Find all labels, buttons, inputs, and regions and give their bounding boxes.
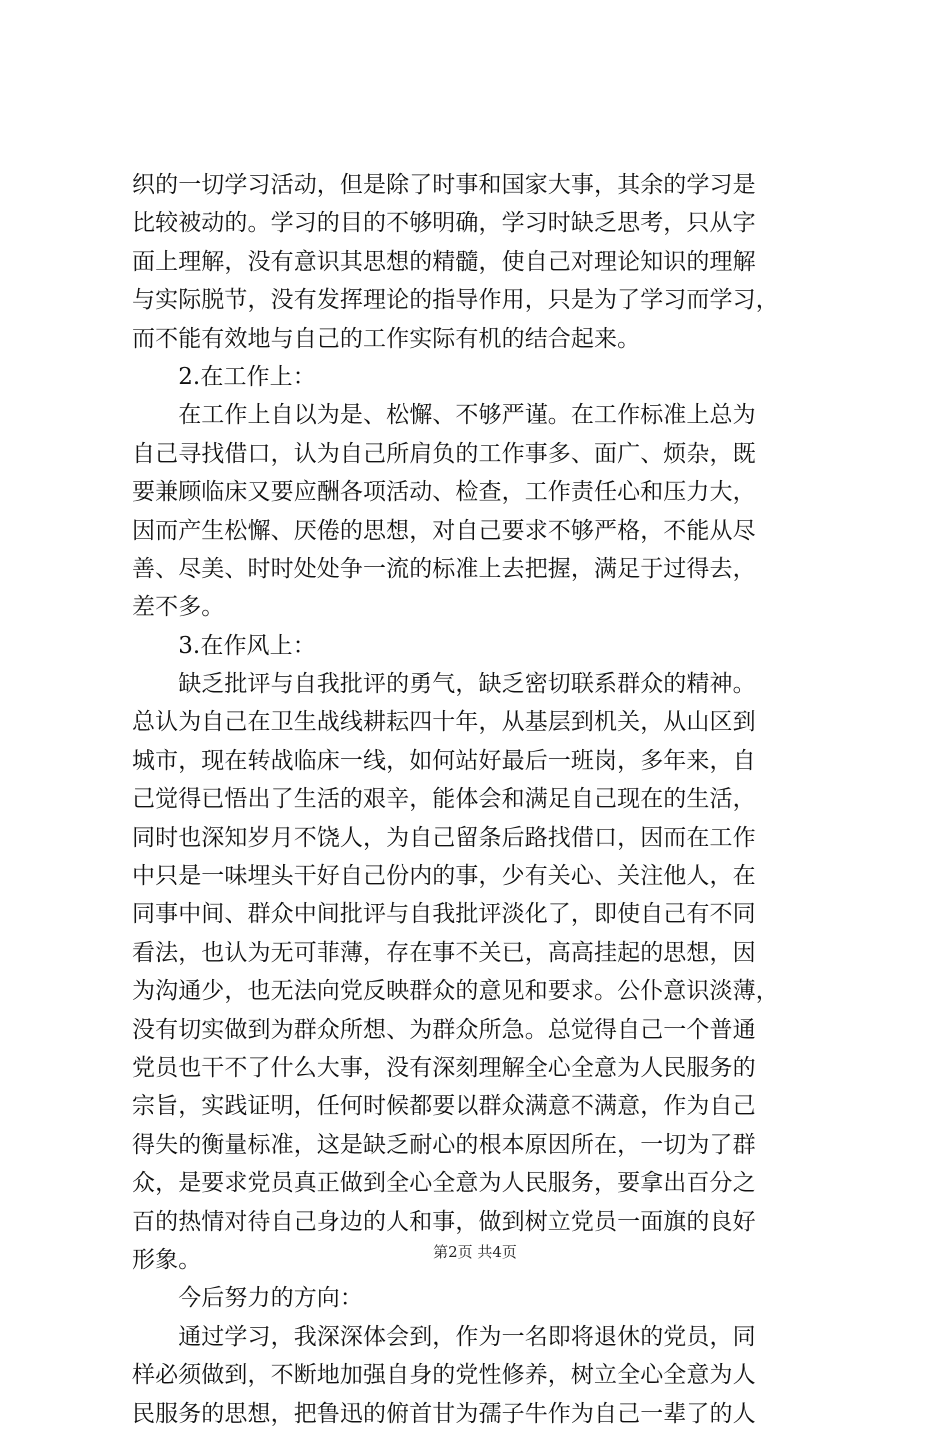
body-text-line: 而不能有效地与自己的工作实际有机的结合起来。 [132,325,641,352]
body-text-line: 民服务的思想，把鲁迅的俯首甘为孺子牛作为自己一辈了的人 [132,1400,756,1427]
body-text-line: 己觉得已悟出了生活的艰辛，能体会和满足自己现在的生活， [132,786,756,813]
page-footer: 第2页 共4页 [433,1243,517,1261]
body-text-line: 城市，现在转战临床一线，如何站好最后一班岗，多年来，自 [132,747,756,774]
body-text-line: 百的热情对待自己身边的人和事，做到树立党员一面旗的良好 [132,1208,756,1235]
body-text-line: 在工作上自以为是、松懈、不够严谨。在工作标准上总为 [132,402,756,429]
body-text-line: 没有切实做到为群众所想、为群众所急。总觉得自己一个普通 [132,1016,756,1043]
body-text-line: 面上理解，没有意识其思想的精髓，使自己对理论知识的理解 [132,248,756,275]
body-text-line: 比较被动的。学习的目的不够明确，学习时缺乏思考，只从字 [132,210,756,237]
body-text-line: 2.在工作上： [132,363,316,390]
body-text-line: 与实际脱节，没有发挥理论的指导作用，只是为了学习而学习， [132,287,779,314]
body-text-line: 自己寻找借口，认为自己所肩负的工作事多、面广、烦杂，既 [132,440,756,467]
body-text-line: 同事中间、群众中间批评与自我批评淡化了，即使自己有不同 [132,901,756,928]
body-text-line: 同时也深知岁月不饶人，为自己留条后路找借口，因而在工作 [132,824,756,851]
body-text-line: 看法，也认为无可菲薄，存在事不关已，高高挂起的思想，因 [132,939,756,966]
body-text-line: 宗旨，实践证明，任何时候都要以群众满意不满意，作为自己 [132,1093,756,1120]
body-text-line: 善、尽美、时时处处争一流的标准上去把握，满足于过得去， [132,555,756,582]
body-text-line: 样必须做到，不断地加强自身的党性修养，树立全心全意为人 [132,1362,756,1389]
body-text-line: 党员也干不了什么大事，没有深刻理解全心全意为人民服务的 [132,1054,756,1081]
body-text-line: 众，是要求党员真正做到全心全意为人民服务，要拿出百分之 [132,1170,756,1197]
body-text-line: 通过学习，我深深体会到，作为一名即将退休的党员，同 [132,1323,756,1350]
body-text-line: 得失的衡量标准，这是缺乏耐心的根本原因所在，一切为了群 [132,1131,756,1158]
body-text-line: 织的一切学习活动，但是除了时事和国家大事，其余的学习是 [132,172,756,198]
body-text-line: 因而产生松懈、厌倦的思想，对自己要求不够严格，不能从尽 [132,517,756,544]
body-text-line: 3.在作风上： [132,632,316,659]
body-text-line: 总认为自己在卫生战线耕耘四十年，从基层到机关，从山区到 [132,709,756,736]
body-text-line: 差不多。 [132,594,225,621]
body-text-line: 为沟通少，也无法向党反映群众的意见和要求。公仆意识淡薄， [132,978,779,1005]
body-text-line: 要兼顾临床又要应酬各项活动、检查，工作责任心和压力大， [132,479,756,506]
body-text-line: 中只是一味埋头干好自己份内的事，少有关心、关注他人，在 [132,863,756,890]
body-text-line: 缺乏批评与自我批评的勇气，缺乏密切联系群众的精神。 [132,671,756,698]
body-text-line: 今后努力的方向： [132,1285,363,1312]
body-text-line: 形象。 [132,1246,202,1273]
